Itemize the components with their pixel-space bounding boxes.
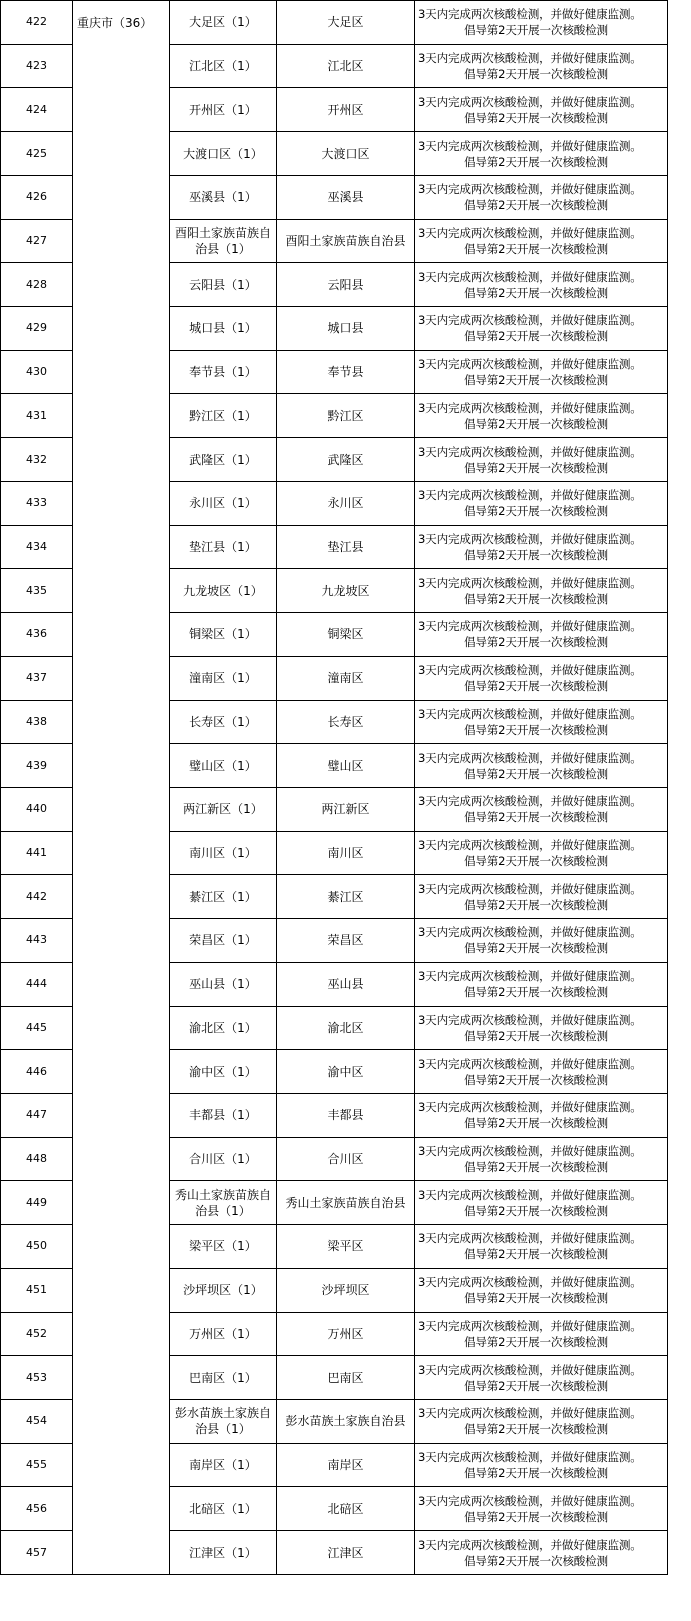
requirement-line-2: 倡导第2天开展一次核酸检测 [464, 1160, 608, 1175]
requirement-line-1: 3天内完成两次核酸检测，并做好健康监测。 [418, 531, 642, 546]
table-row [1, 525, 668, 569]
city-cell [73, 656, 170, 700]
requirement-cell [415, 88, 668, 132]
requirement-line-1: 3天内完成两次核酸检测，并做好健康监测。 [418, 1362, 642, 1377]
requirement-cell [415, 744, 668, 788]
area-cell: 巫山县 [277, 962, 415, 1006]
requirement-cell [415, 1531, 668, 1575]
requirement-line-1: 3天内完成两次核酸检测，并做好健康监测。 [418, 225, 642, 240]
district-cell: 彭水苗族土家族自治县（1） [170, 1400, 277, 1444]
city-cell [73, 744, 170, 788]
requirement-line-2: 倡导第2天开展一次核酸检测 [464, 722, 608, 737]
requirement-line-1: 3天内完成两次核酸检测，并做好健康监测。 [418, 269, 642, 284]
area-cell: 开州区 [277, 88, 415, 132]
city-cell [73, 219, 170, 263]
table-row [1, 1443, 668, 1487]
requirement-line-1: 3天内完成两次核酸检测，并做好健康监测。 [418, 1450, 642, 1465]
table-row [1, 613, 668, 657]
table-row [1, 1093, 668, 1137]
city-cell [73, 919, 170, 963]
requirement-line-2: 倡导第2天开展一次核酸检测 [464, 504, 608, 519]
requirement-line-2: 倡导第2天开展一次核酸检测 [464, 1291, 608, 1306]
city-cell [73, 831, 170, 875]
city-cell [73, 350, 170, 394]
requirement-line-2: 倡导第2天开展一次核酸检测 [464, 1334, 608, 1349]
area-cell: 秀山土家族苗族自治县 [277, 1181, 415, 1225]
requirement-line-2: 倡导第2天开展一次核酸检测 [464, 1247, 608, 1262]
table-row [1, 1531, 668, 1575]
area-cell: 万州区 [277, 1312, 415, 1356]
requirement-cell [415, 1400, 668, 1444]
table-row [1, 88, 668, 132]
table-row [1, 350, 668, 394]
requirement-cell [415, 962, 668, 1006]
city-cell [73, 1400, 170, 1444]
requirement-cell [415, 263, 668, 307]
requirement-line-1: 3天内完成两次核酸检测，并做好健康监测。 [418, 7, 642, 22]
city-cell [73, 88, 170, 132]
district-cell: 武隆区（1） [170, 438, 277, 482]
requirement-line-2: 倡导第2天开展一次核酸检测 [464, 1553, 608, 1568]
area-cell: 沙坪坝区 [277, 1268, 415, 1312]
requirement-cell [415, 438, 668, 482]
city-cell [73, 1356, 170, 1400]
area-cell: 梁平区 [277, 1225, 415, 1269]
requirement-line-1: 3天内完成两次核酸检测，并做好健康监测。 [418, 1318, 642, 1333]
requirement-line-1: 3天内完成两次核酸检测，并做好健康监测。 [418, 575, 642, 590]
row-number-cell: 429 [1, 307, 73, 351]
city-cell: 重庆市（36） [73, 1, 170, 45]
requirement-line-2: 倡导第2天开展一次核酸检测 [464, 460, 608, 475]
requirement-line-2: 倡导第2天开展一次核酸检测 [464, 329, 608, 344]
row-number-cell: 428 [1, 263, 73, 307]
requirement-cell [415, 1443, 668, 1487]
requirement-cell [415, 1268, 668, 1312]
city-cell [73, 1225, 170, 1269]
requirement-line-1: 3天内完成两次核酸检测，并做好健康监测。 [418, 838, 642, 853]
city-cell [73, 1050, 170, 1094]
requirement-line-1: 3天内完成两次核酸检测，并做好健康监测。 [418, 619, 642, 634]
requirement-line-1: 3天内完成两次核酸检测，并做好健康监测。 [418, 1012, 642, 1027]
city-cell [73, 132, 170, 176]
requirement-line-1: 3天内完成两次核酸检测，并做好健康监测。 [418, 1275, 642, 1290]
area-cell: 南岸区 [277, 1443, 415, 1487]
requirement-cell [415, 44, 668, 88]
table-row [1, 831, 668, 875]
requirement-line-2: 倡导第2天开展一次核酸检测 [464, 1466, 608, 1481]
requirement-line-2: 倡导第2天开展一次核酸检测 [464, 941, 608, 956]
row-number-cell: 436 [1, 613, 73, 657]
city-cell [73, 1443, 170, 1487]
requirement-cell [415, 1181, 668, 1225]
district-cell: 合川区（1） [170, 1137, 277, 1181]
city-cell [73, 307, 170, 351]
requirement-line-2: 倡导第2天开展一次核酸检测 [464, 198, 608, 213]
area-cell: 璧山区 [277, 744, 415, 788]
requirement-cell [415, 613, 668, 657]
requirement-cell [415, 700, 668, 744]
district-cell: 沙坪坝区（1） [170, 1268, 277, 1312]
requirement-line-1: 3天内完成两次核酸检测，并做好健康监测。 [418, 1537, 642, 1552]
table-row [1, 44, 668, 88]
row-number-cell: 444 [1, 962, 73, 1006]
requirement-line-1: 3天内完成两次核酸检测，并做好健康监测。 [418, 663, 642, 678]
requirement-cell [415, 1487, 668, 1531]
row-number-cell: 455 [1, 1443, 73, 1487]
area-cell: 大渡口区 [277, 132, 415, 176]
city-cell [73, 700, 170, 744]
area-cell: 潼南区 [277, 656, 415, 700]
requirement-line-2: 倡导第2天开展一次核酸检测 [464, 23, 608, 38]
table-row [1, 481, 668, 525]
row-number-cell: 430 [1, 350, 73, 394]
area-cell: 两江新区 [277, 787, 415, 831]
area-cell: 黔江区 [277, 394, 415, 438]
table-row [1, 1050, 668, 1094]
row-number-cell: 440 [1, 787, 73, 831]
city-cell [73, 875, 170, 919]
requirement-cell [415, 219, 668, 263]
requirement-line-1: 3天内完成两次核酸检测，并做好健康监测。 [418, 1056, 642, 1071]
row-number-cell: 423 [1, 44, 73, 88]
city-cell [73, 1093, 170, 1137]
district-cell: 江北区（1） [170, 44, 277, 88]
area-cell: 永川区 [277, 481, 415, 525]
requirement-cell [415, 525, 668, 569]
requirement-line-1: 3天内完成两次核酸检测，并做好健康监测。 [418, 1231, 642, 1246]
district-cell: 江津区（1） [170, 1531, 277, 1575]
table-row [1, 1225, 668, 1269]
requirement-line-2: 倡导第2天开展一次核酸检测 [464, 1203, 608, 1218]
requirement-line-2: 倡导第2天开展一次核酸检测 [464, 110, 608, 125]
city-cell [73, 787, 170, 831]
city-cell [73, 569, 170, 613]
table-row [1, 744, 668, 788]
city-cell [73, 1487, 170, 1531]
requirement-cell [415, 1050, 668, 1094]
row-number-cell: 446 [1, 1050, 73, 1094]
requirement-line-1: 3天内完成两次核酸检测，并做好健康监测。 [418, 750, 642, 765]
row-number-cell: 432 [1, 438, 73, 482]
district-cell: 垫江县（1） [170, 525, 277, 569]
city-cell [73, 175, 170, 219]
row-number-cell: 451 [1, 1268, 73, 1312]
row-number-cell: 427 [1, 219, 73, 263]
requirement-line-1: 3天内完成两次核酸检测，并做好健康监测。 [418, 313, 642, 328]
requirement-cell [415, 787, 668, 831]
row-number-cell: 439 [1, 744, 73, 788]
row-number-cell: 433 [1, 481, 73, 525]
district-cell: 秀山土家族苗族自治县（1） [170, 1181, 277, 1225]
requirement-line-1: 3天内完成两次核酸检测，并做好健康监测。 [418, 1187, 642, 1202]
area-cell: 江津区 [277, 1531, 415, 1575]
requirement-line-2: 倡导第2天开展一次核酸检测 [464, 241, 608, 256]
district-cell: 渝北区（1） [170, 1006, 277, 1050]
district-cell: 南川区（1） [170, 831, 277, 875]
city-cell [73, 44, 170, 88]
city-cell [73, 1006, 170, 1050]
district-cell: 黔江区（1） [170, 394, 277, 438]
requirement-line-2: 倡导第2天开展一次核酸检测 [464, 67, 608, 82]
row-number-cell: 437 [1, 656, 73, 700]
city-cell [73, 1137, 170, 1181]
city-cell [73, 481, 170, 525]
requirement-line-2: 倡导第2天开展一次核酸检测 [464, 810, 608, 825]
requirement-line-1: 3天内完成两次核酸检测，并做好健康监测。 [418, 138, 642, 153]
district-cell: 巫山县（1） [170, 962, 277, 1006]
district-cell: 铜梁区（1） [170, 613, 277, 657]
district-cell: 长寿区（1） [170, 700, 277, 744]
requirement-cell [415, 1356, 668, 1400]
district-cell: 永川区（1） [170, 481, 277, 525]
requirement-line-2: 倡导第2天开展一次核酸检测 [464, 1072, 608, 1087]
requirement-line-2: 倡导第2天开展一次核酸检测 [464, 854, 608, 869]
requirement-cell [415, 656, 668, 700]
table-body [1, 1, 668, 1575]
table-row [1, 1, 668, 45]
area-cell: 渝中区 [277, 1050, 415, 1094]
row-number-cell: 426 [1, 175, 73, 219]
row-number-cell: 450 [1, 1225, 73, 1269]
district-cell: 城口县（1） [170, 307, 277, 351]
area-cell: 丰都县 [277, 1093, 415, 1137]
requirement-line-2: 倡导第2天开展一次核酸检测 [464, 1116, 608, 1131]
district-cell: 两江新区（1） [170, 787, 277, 831]
requirement-cell [415, 569, 668, 613]
requirement-cell [415, 1006, 668, 1050]
requirement-line-1: 3天内完成两次核酸检测，并做好健康监测。 [418, 1493, 642, 1508]
requirement-line-2: 倡导第2天开展一次核酸检测 [464, 1422, 608, 1437]
table-row [1, 219, 668, 263]
area-cell: 江北区 [277, 44, 415, 88]
requirement-cell [415, 919, 668, 963]
district-cell: 巴南区（1） [170, 1356, 277, 1400]
district-cell: 大足区（1） [170, 1, 277, 45]
area-cell: 荣昌区 [277, 919, 415, 963]
table-row [1, 438, 668, 482]
district-cell: 万州区（1） [170, 1312, 277, 1356]
row-number-cell: 456 [1, 1487, 73, 1531]
district-cell: 大渡口区（1） [170, 132, 277, 176]
table-row [1, 569, 668, 613]
row-number-cell: 438 [1, 700, 73, 744]
area-cell: 綦江区 [277, 875, 415, 919]
requirement-line-1: 3天内完成两次核酸检测，并做好健康监测。 [418, 444, 642, 459]
row-number-cell: 453 [1, 1356, 73, 1400]
table-row [1, 1400, 668, 1444]
requirement-line-1: 3天内完成两次核酸检测，并做好健康监测。 [418, 925, 642, 940]
requirement-line-2: 倡导第2天开展一次核酸检测 [464, 416, 608, 431]
table-row [1, 1137, 668, 1181]
district-cell: 云阳县（1） [170, 263, 277, 307]
row-number-cell: 443 [1, 919, 73, 963]
city-cell [73, 1531, 170, 1575]
row-number-cell: 445 [1, 1006, 73, 1050]
requirement-cell [415, 831, 668, 875]
city-cell [73, 1268, 170, 1312]
table-row [1, 132, 668, 176]
city-cell [73, 1181, 170, 1225]
district-cell: 北碚区（1） [170, 1487, 277, 1531]
requirement-line-1: 3天内完成两次核酸检测，并做好健康监测。 [418, 400, 642, 415]
requirement-cell [415, 1137, 668, 1181]
district-cell: 渝中区（1） [170, 1050, 277, 1094]
city-cell [73, 613, 170, 657]
area-cell: 九龙坡区 [277, 569, 415, 613]
row-number-cell: 452 [1, 1312, 73, 1356]
requirement-line-2: 倡导第2天开展一次核酸检测 [464, 766, 608, 781]
table-row [1, 1312, 668, 1356]
requirement-line-1: 3天内完成两次核酸检测，并做好健康监测。 [418, 357, 642, 372]
row-number-cell: 448 [1, 1137, 73, 1181]
area-cell: 巫溪县 [277, 175, 415, 219]
requirement-line-1: 3天内完成两次核酸检测，并做好健康监测。 [418, 706, 642, 721]
district-cell: 南岸区（1） [170, 1443, 277, 1487]
area-cell: 长寿区 [277, 700, 415, 744]
area-cell: 武隆区 [277, 438, 415, 482]
area-cell: 合川区 [277, 1137, 415, 1181]
district-cell: 酉阳土家族苗族自治县（1） [170, 219, 277, 263]
requirement-line-2: 倡导第2天开展一次核酸检测 [464, 154, 608, 169]
requirement-line-1: 3天内完成两次核酸检测，并做好健康监测。 [418, 488, 642, 503]
district-cell: 潼南区（1） [170, 656, 277, 700]
requirement-cell [415, 394, 668, 438]
requirement-cell [415, 1, 668, 45]
table-row [1, 1268, 668, 1312]
area-cell: 酉阳土家族苗族自治县 [277, 219, 415, 263]
row-number-cell: 457 [1, 1531, 73, 1575]
district-cell: 奉节县（1） [170, 350, 277, 394]
requirement-line-1: 3天内完成两次核酸检测，并做好健康监测。 [418, 182, 642, 197]
row-number-cell: 447 [1, 1093, 73, 1137]
area-cell: 奉节县 [277, 350, 415, 394]
requirement-cell [415, 350, 668, 394]
city-cell [73, 263, 170, 307]
requirement-cell [415, 175, 668, 219]
area-cell: 南川区 [277, 831, 415, 875]
requirement-line-1: 3天内完成两次核酸检测，并做好健康监测。 [418, 1406, 642, 1421]
table-row [1, 700, 668, 744]
district-cell: 开州区（1） [170, 88, 277, 132]
city-cell [73, 394, 170, 438]
area-cell: 彭水苗族土家族自治县 [277, 1400, 415, 1444]
row-number-cell: 454 [1, 1400, 73, 1444]
requirement-line-1: 3天内完成两次核酸检测，并做好健康监测。 [418, 1144, 642, 1159]
table-row [1, 263, 668, 307]
table-row [1, 962, 668, 1006]
requirement-cell [415, 1312, 668, 1356]
requirement-line-2: 倡导第2天开展一次核酸检测 [464, 285, 608, 300]
table-row [1, 394, 668, 438]
table-row [1, 875, 668, 919]
requirement-cell [415, 875, 668, 919]
requirement-line-1: 3天内完成两次核酸检测，并做好健康监测。 [418, 794, 642, 809]
row-number-cell: 431 [1, 394, 73, 438]
requirement-line-1: 3天内完成两次核酸检测，并做好健康监测。 [418, 881, 642, 896]
requirement-cell [415, 1093, 668, 1137]
requirement-line-2: 倡导第2天开展一次核酸检测 [464, 679, 608, 694]
district-cell: 梁平区（1） [170, 1225, 277, 1269]
table-row [1, 1487, 668, 1531]
table-row [1, 175, 668, 219]
requirement-line-2: 倡导第2天开展一次核酸检测 [464, 373, 608, 388]
district-cell: 綦江区（1） [170, 875, 277, 919]
requirement-cell [415, 132, 668, 176]
row-number-cell: 422 [1, 1, 73, 45]
requirement-line-2: 倡导第2天开展一次核酸检测 [464, 1378, 608, 1393]
table-row [1, 307, 668, 351]
city-cell [73, 1312, 170, 1356]
row-number-cell: 434 [1, 525, 73, 569]
area-cell: 渝北区 [277, 1006, 415, 1050]
table-row [1, 1181, 668, 1225]
table-row [1, 1006, 668, 1050]
requirement-line-2: 倡导第2天开展一次核酸检测 [464, 635, 608, 650]
area-cell: 云阳县 [277, 263, 415, 307]
table-row [1, 656, 668, 700]
district-cell: 丰都县（1） [170, 1093, 277, 1137]
row-number-cell: 435 [1, 569, 73, 613]
table-row [1, 1356, 668, 1400]
row-number-cell: 441 [1, 831, 73, 875]
district-cell: 璧山区（1） [170, 744, 277, 788]
row-number-cell: 449 [1, 1181, 73, 1225]
requirement-line-2: 倡导第2天开展一次核酸检测 [464, 897, 608, 912]
district-cell: 巫溪县（1） [170, 175, 277, 219]
requirement-line-2: 倡导第2天开展一次核酸检测 [464, 591, 608, 606]
table-row [1, 919, 668, 963]
requirement-cell [415, 307, 668, 351]
requirement-cell [415, 481, 668, 525]
area-cell: 大足区 [277, 1, 415, 45]
requirement-line-2: 倡导第2天开展一次核酸检测 [464, 985, 608, 1000]
row-number-cell: 424 [1, 88, 73, 132]
requirement-line-1: 3天内完成两次核酸检测，并做好健康监测。 [418, 51, 642, 66]
area-cell: 铜梁区 [277, 613, 415, 657]
requirement-line-2: 倡导第2天开展一次核酸检测 [464, 547, 608, 562]
requirement-line-2: 倡导第2天开展一次核酸检测 [464, 1028, 608, 1043]
requirement-line-2: 倡导第2天开展一次核酸检测 [464, 1509, 608, 1524]
area-cell: 北碚区 [277, 1487, 415, 1531]
row-number-cell: 442 [1, 875, 73, 919]
table-row [1, 787, 668, 831]
requirement-cell [415, 1225, 668, 1269]
row-number-cell: 425 [1, 132, 73, 176]
district-cell: 九龙坡区（1） [170, 569, 277, 613]
requirement-line-1: 3天内完成两次核酸检测，并做好健康监测。 [418, 94, 642, 109]
district-cell: 荣昌区（1） [170, 919, 277, 963]
requirement-line-1: 3天内完成两次核酸检测，并做好健康监测。 [418, 1100, 642, 1115]
area-cell: 巴南区 [277, 1356, 415, 1400]
city-cell [73, 962, 170, 1006]
city-cell [73, 525, 170, 569]
requirement-line-1: 3天内完成两次核酸检测，并做好健康监测。 [418, 969, 642, 984]
area-cell: 垫江县 [277, 525, 415, 569]
area-cell: 城口县 [277, 307, 415, 351]
city-cell [73, 438, 170, 482]
